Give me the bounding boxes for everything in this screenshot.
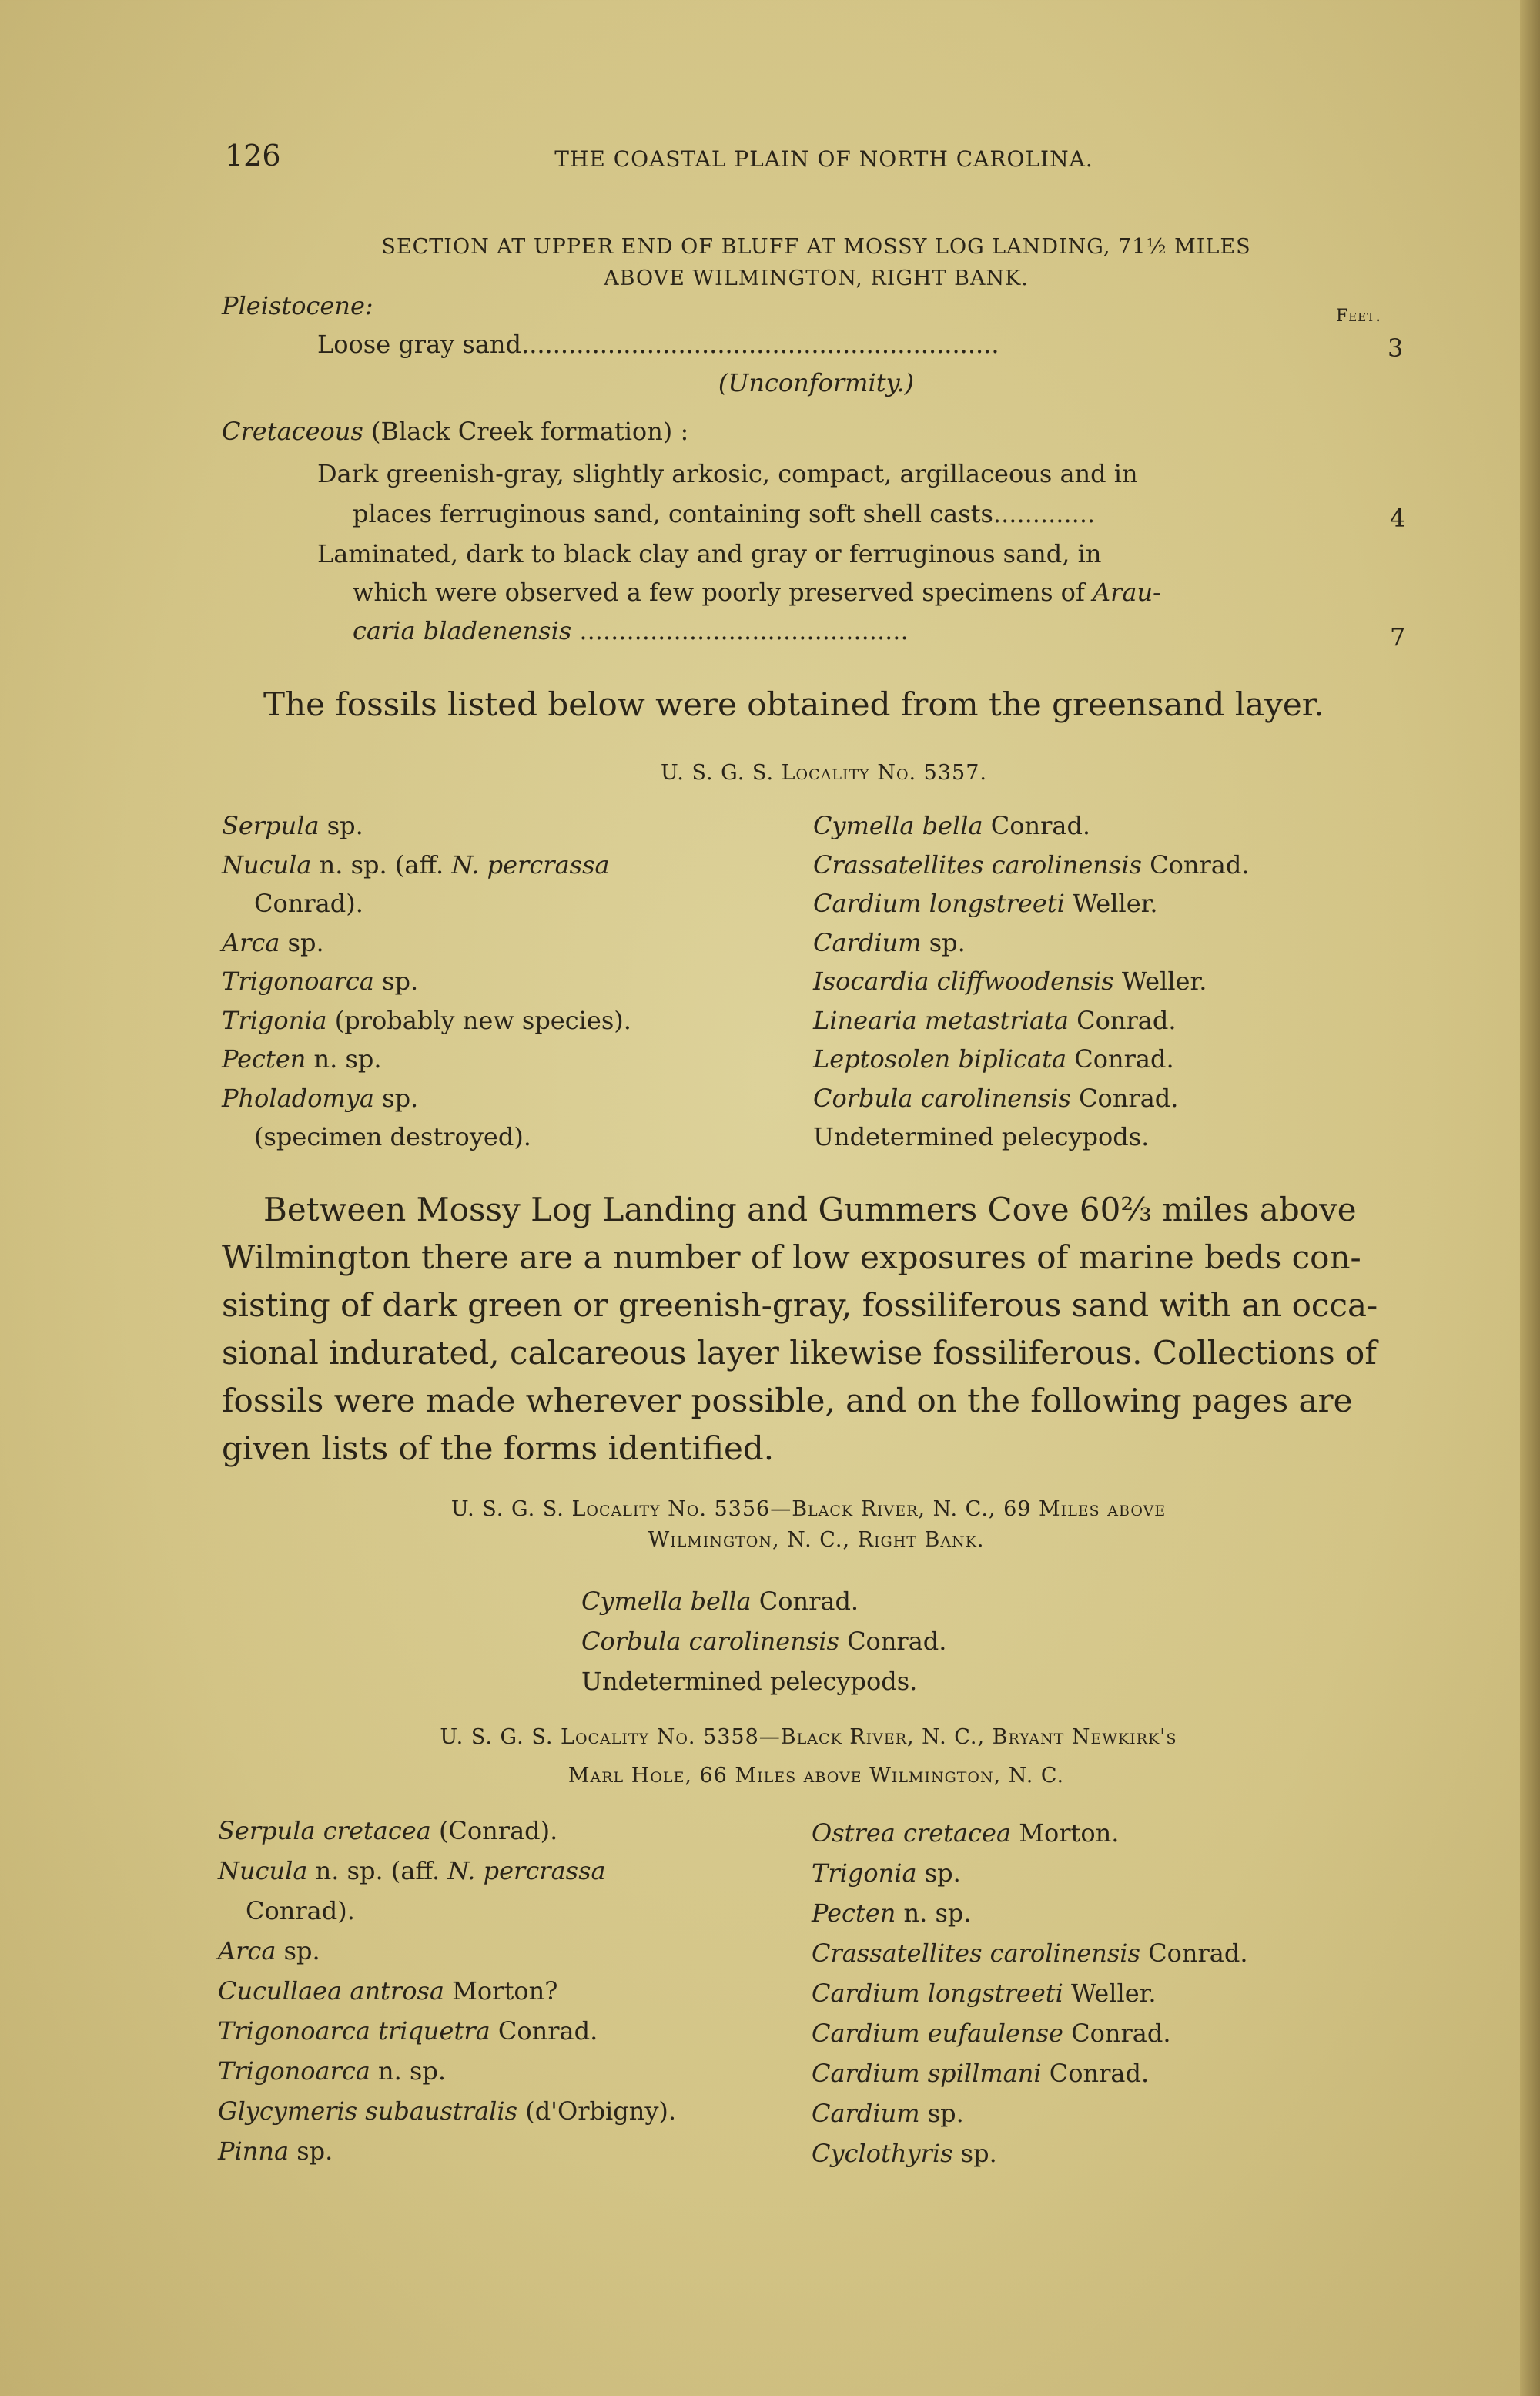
layer-2-line1: Dark greenish-gray, slightly arkosic, compact, argillaceous and in [317,459,1138,488]
paragraph-line: Wilmington there are a number of low exposures of marine beds con- [222,1238,1361,1276]
paragraph-line: sional indurated, calcareous layer likewise fossiliferous. Collections of [222,1334,1377,1372]
locality-5358-left-list [218,1811,676,2171]
layer-2-line2 [353,499,1095,528]
paragraph-line: Between Mossy Log Landing and Gummers Cove 60⅔ miles above [263,1191,1357,1228]
list-item: Cymella bella Conrad. [581,1587,859,1616]
list-item: Cardium sp. [813,927,966,957]
layer-1 [317,330,999,359]
list-item: Crassatellites carolinensis Conrad. [813,849,1250,880]
paragraph-greensand: The fossils listed below were obtained from the greensand layer. [263,685,1324,723]
list-item: Cardium longstreeti Weller. [813,889,1158,918]
list-item: Conrad). [246,1896,355,1925]
leader-dots: ............. [993,499,1096,528]
list-item: Isocardia cliffwoodensis Weller. [813,967,1207,996]
list-item: Pholadomya sp. [222,1083,419,1113]
layer-2-line2-text: places ferruginous sand, containing soft shell casts [353,499,993,528]
list-item: Cardium sp. [812,2099,964,2128]
paragraph-line: sisting of dark green or greenish-gray, fossiliferous sand with an occa- [222,1286,1378,1324]
cretaceous-label: Cretaceous [222,417,363,446]
locality-5358-right-list [812,1813,1248,2173]
list-item: Glycymeris subaustralis (d'Orbigny). [218,2096,677,2126]
locality-5358-heading-line2: Marl Hole, 66 Miles above Wilmington, N. C. [567,1764,1065,1788]
layer-1-text: Loose gray sand [317,330,522,359]
cretaceous-formation: (Black Creek formation) : [363,417,689,446]
layer-3-line2-italic: Arau- [1092,578,1161,607]
layer-3-feet: 7 [1390,622,1406,652]
layer-3-line1: Laminated, dark to black clay and gray or ferruginous sand, in [317,539,1102,568]
list-item: Trigonia (probably new species). [222,1005,631,1035]
list-item: Pecten n. sp. [222,1044,382,1074]
list-item: Undetermined pelecypods. [813,1122,1150,1151]
locality-5358-heading-line1: U. S. G. S. Locality No. 5358—Black River, N. C., Bryant Newkirk's [440,1725,1177,1749]
list-item: Nucula n. sp. (aff. N. percrassa [222,849,610,880]
list-item: Cyclothyris sp. [812,2139,997,2168]
cretaceous-heading [222,417,688,446]
list-item: Cucullaea antrosa Morton? [218,1976,558,2006]
layer-3-line2-text: which were observed a few poorly preserved specimens of [353,578,1093,607]
leader-dots: .......................................... [571,616,909,645]
running-title: THE COASTAL PLAIN OF NORTH CAROLINA. [554,146,1093,172]
paragraph-line: given lists of the forms identified. [222,1429,775,1467]
list-item: Pinna sp. [218,2136,333,2166]
list-item: Serpula cretacea (Conrad). [218,1816,558,1845]
paragraph-exposures [222,1186,1378,1473]
feet-column-label: Feet. [1336,307,1382,326]
layer-3-line3 [353,616,909,645]
list-item: Corbula carolinensis Conrad. [581,1627,947,1656]
section-title-line2: ABOVE WILMINGTON, RIGHT BANK. [604,266,1029,290]
locality-5357-right-list [813,806,1250,1157]
layer-1-feet: 3 [1388,333,1404,363]
list-item: Pecten n. sp. [812,1898,972,1928]
list-item: Cardium eufaulense Conrad. [812,2019,1171,2048]
list-item: Cardium longstreeti Weller. [812,1979,1157,2008]
list-item: Trigonoarca sp. [222,967,419,996]
list-item: Serpula sp. [222,811,363,840]
page-edge [1520,0,1540,2396]
list-item: Corbula carolinensis Conrad. [813,1083,1179,1113]
paragraph-line: fossils were made wherever possible, and on the following pages are [222,1382,1353,1419]
list-item: Cardium spillmani Conrad. [812,2059,1150,2088]
layer-3-species: caria bladenensis [353,616,572,645]
list-item: Arca sp. [218,1936,320,1965]
layer-3-line2 [353,578,1161,607]
list-item: Crassatellites carolinensis Conrad. [812,1939,1248,1968]
section-title-line1: SECTION AT UPPER END OF BLUFF AT MOSSY LOG LANDING, 71½ MILES [381,235,1251,259]
leader-dots: ............................................................. [521,330,999,359]
list-item: Leptosolen biplicata Conrad. [813,1044,1174,1074]
pleistocene-label: Pleistocene: [222,291,373,320]
list-item: Trigonia sp. [812,1858,961,1888]
unconformity: (Unconformity.) [718,368,915,397]
layer-2-feet: 4 [1390,504,1406,533]
list-item: Arca sp. [222,927,324,957]
locality-5356-list [581,1581,946,1701]
list-item: Nucula n. sp. (aff. N. percrassa [218,1856,606,1885]
list-item: Trigonoarca n. sp. [218,2056,447,2086]
locality-5357-heading: U. S. G. S. Locality No. 5357. [661,761,987,785]
locality-5356-heading-line1: U. S. G. S. Locality No. 5356—Black River, N. C., 69 Miles above [450,1497,1167,1521]
list-item: Undetermined pelecypods. [581,1667,918,1696]
list-item: Linearia metastriata Conrad. [813,1005,1177,1035]
list-item: Conrad). [254,889,363,918]
list-item: Trigonoarca triquetra Conrad. [218,2016,598,2046]
locality-5356-heading-line2: Wilmington, N. C., Right Bank. [648,1528,985,1552]
locality-5357-left-list [222,806,631,1157]
page-number: 126 [225,139,281,173]
list-item: (specimen destroyed). [254,1122,531,1151]
list-item: Cymella bella Conrad. [813,811,1091,840]
list-item: Ostrea cretacea Morton. [812,1818,1120,1848]
